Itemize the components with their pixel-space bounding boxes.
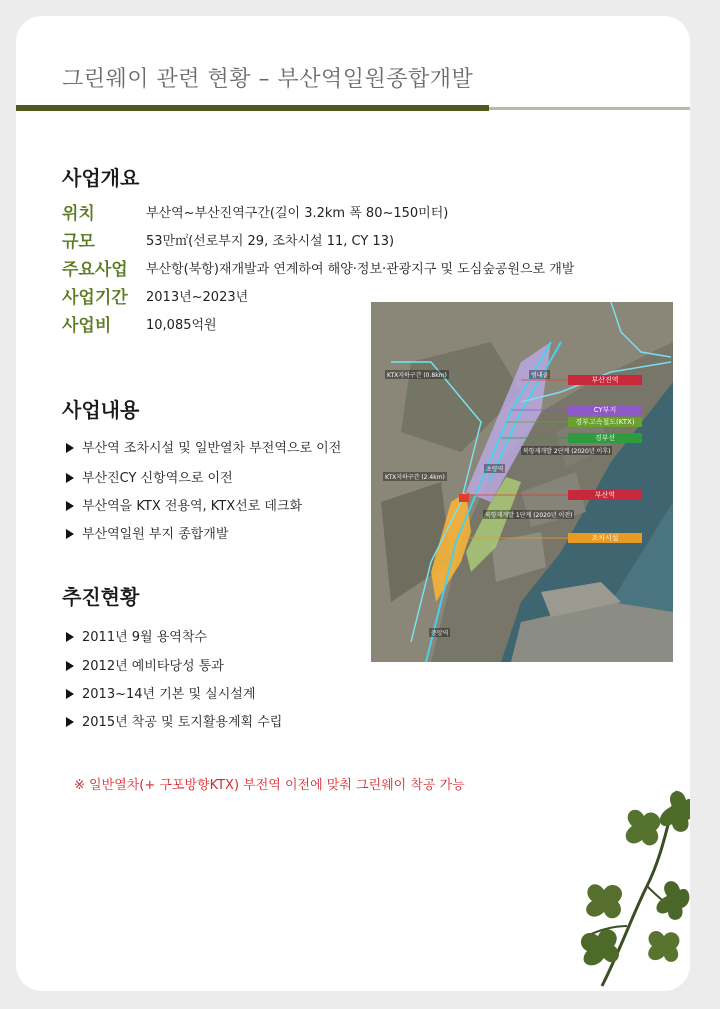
triangle-bullet-icon [66, 689, 74, 699]
content-item [66, 523, 228, 542]
map-label-area: 초량역 [486, 466, 504, 473]
progress-item [66, 683, 255, 702]
overview-label: 주요사업 [62, 260, 128, 280]
progress-item-text: 2011년 9월 용역착수 [82, 630, 207, 645]
aerial-map [371, 302, 673, 662]
overview-label: 사업비 [62, 316, 112, 336]
map-graphic [371, 302, 673, 662]
page-card [16, 16, 690, 991]
overview-value: 53만㎡(선로부지 29, 조차시설 11, CY 13) [146, 234, 395, 249]
map-legend-gyeongbu-line: 경부선 [568, 433, 642, 443]
triangle-bullet-icon [66, 529, 74, 539]
triangle-bullet-icon [66, 717, 74, 727]
map-legend-ktx-line: 경부고속철도(KTX) [568, 417, 642, 427]
overview-value: 10,085억원 [146, 318, 217, 333]
progress-item [66, 626, 207, 645]
map-label-ktx-upper: KTX지하구간 (0.8km) [387, 372, 447, 379]
map-legend-cy-site: CY부지 [568, 405, 642, 415]
progress-item [66, 711, 282, 730]
progress-item-text: 2015년 착공 및 토지활용계획 수립 [82, 715, 283, 730]
overview-label: 위치 [62, 204, 95, 224]
triangle-bullet-icon [66, 632, 74, 642]
map-label-north-port-2: 북항재개발 2단계 (2020년 이후) [523, 448, 611, 455]
overview-label: 사업기간 [62, 288, 128, 308]
title-rule-dark [16, 105, 489, 111]
progress-item [66, 655, 224, 674]
content-item-text: 부산역을 KTX 전용역, KTX선로 데크화 [82, 499, 303, 514]
content-item-text: 부산역 조차시설 및 일반열차 부전역으로 이전 [82, 441, 342, 456]
map-label-ktx-lower: KTX지하구간 (2.4km) [385, 474, 445, 481]
triangle-bullet-icon [66, 501, 74, 511]
triangle-bullet-icon [66, 443, 74, 453]
content-item-text: 부산진CY 신항역으로 이전 [82, 471, 233, 486]
triangle-bullet-icon [66, 661, 74, 671]
content-item [66, 437, 341, 456]
map-label-north-port-1: 북항재개발 1단계 (2020년 이전) [485, 512, 573, 519]
map-legend-yard: 조차시설 [568, 533, 642, 543]
overview-value: 부산역~부산진역구간(길이 3.2km 폭 80~150미터) [146, 206, 449, 221]
content-heading: 사업내용 [62, 398, 140, 422]
content-item-text: 부산역일원 부지 종합개발 [82, 527, 229, 542]
footnote: ※ 일반열차(+ 구포방향KTX) 부전역 이전에 맞춰 그린웨이 착공 가능 [74, 778, 465, 793]
map-label-junction: 범내골 [531, 372, 549, 379]
map-label-station-mark: 중앙역 [431, 630, 449, 637]
content-item [66, 467, 233, 486]
page-title: 그린웨이 관련 현황 – 부산역일원종합개발 [62, 67, 474, 92]
progress-item-text: 2013~14년 기본 및 실시설계 [82, 687, 256, 702]
map-legend-busanjin-station: 부산진역 [568, 375, 642, 385]
overview-label: 규모 [62, 232, 95, 252]
overview-heading: 사업개요 [62, 166, 140, 190]
overview-value: 2013년~2023년 [146, 290, 249, 305]
progress-item-text: 2012년 예비타당성 통과 [82, 659, 224, 674]
ivy-leaf-decoration-icon [572, 786, 690, 991]
content-item [66, 495, 302, 514]
map-legend-busan-station: 부산역 [568, 490, 642, 500]
overview-value: 부산항(북항)재개발과 연계하여 해양·정보·관광지구 및 도심숲공원으로 개발 [146, 262, 575, 277]
progress-heading: 추진현황 [62, 585, 140, 609]
triangle-bullet-icon [66, 473, 74, 483]
